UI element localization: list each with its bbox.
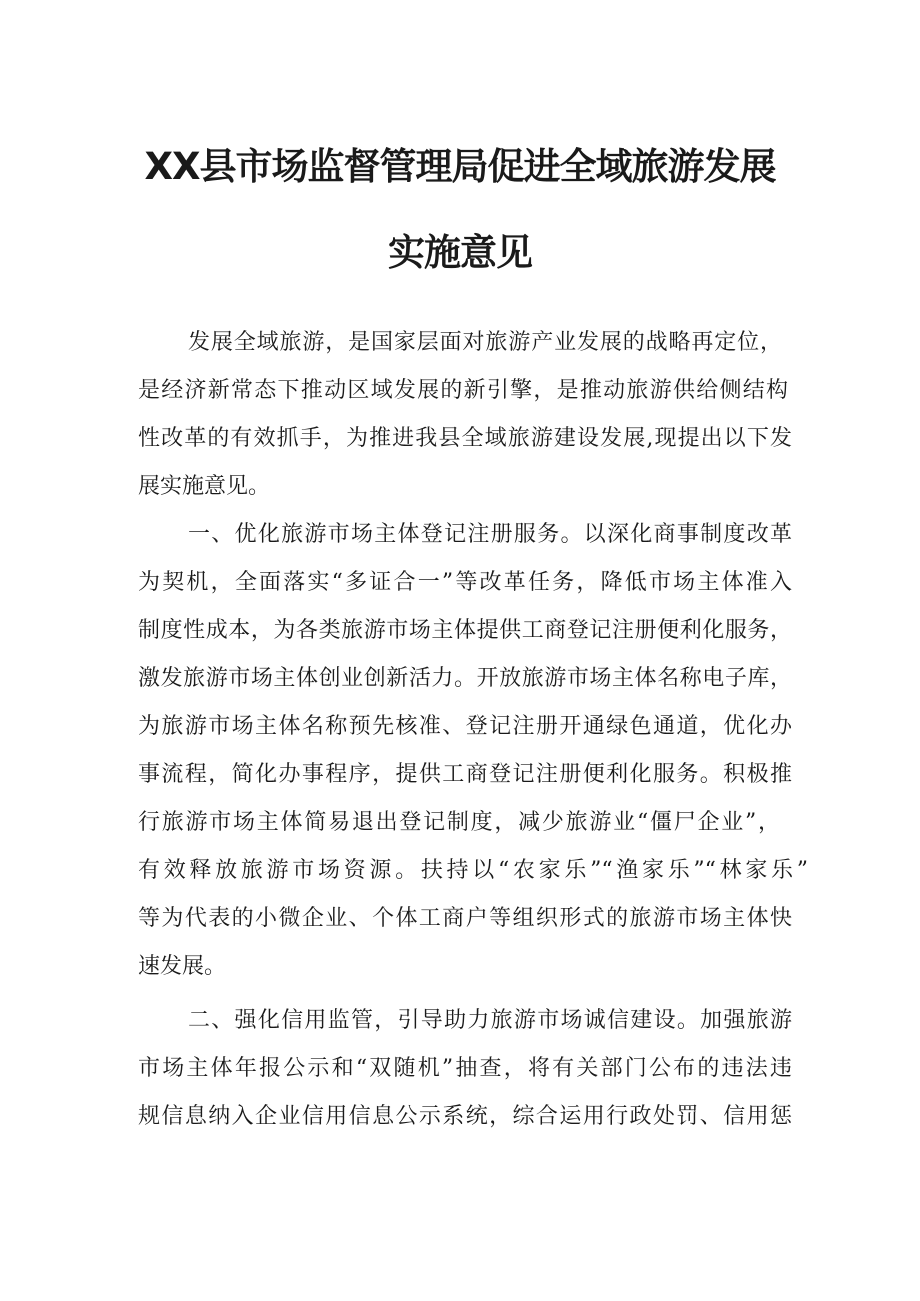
paragraph-2-line-6: 事流程，简化办事程序，提供工商登记注册便利化服务。积极推 — [138, 762, 792, 787]
paragraph-1-line-2: 是经济新常态下推动区域发展的新引擎，是推动旅游供给侧结构 — [138, 378, 788, 403]
paragraph-2-line-5: 为旅游市场主体名称预先核准、登记注册开通绿色通道，优化办 — [138, 714, 792, 739]
paragraph-2-line-1: 一、优化旅游市场主体登记注册服务。以深化商事制度改革 — [188, 522, 792, 547]
paragraph-2-line-9: 等为代表的小微企业、个体工商户等组织形式的旅游市场主体快 — [138, 906, 792, 931]
document-title-line-2: 实施意见 — [388, 231, 532, 274]
paragraph-2-line-3: 制度性成本，为各类旅游市场主体提供工商登记注册便利化服务， — [138, 618, 792, 643]
paragraph-3-line-2: 市场主体年报公示和“双随机”抽查，将有关部门公布的违法违 — [138, 1056, 792, 1081]
paragraph-2-line-7: 行旅游市场主体简易退出登记制度，减少旅游业“僵尸企业”， — [138, 810, 780, 835]
paragraph-2-line-2: 为契机，全面落实“多证合一”等改革任务，降低市场主体准入 — [138, 570, 792, 595]
paragraph-2-line-4: 激发旅游市场主体创业创新活力。开放旅游市场主体名称电子库， — [138, 666, 792, 691]
paragraph-1-line-4: 展实施意见。 — [138, 474, 271, 499]
paragraph-2-line-8: 有效释放旅游市场资源。扶持以“农家乐”“渔家乐”“林家乐” — [138, 858, 808, 883]
paragraph-1-line-1: 发展全域旅游，是国家层面对旅游产业发展的战略再定位， — [188, 330, 782, 355]
document-title-line-1: XX县市场监督管理局促进全域旅游发展 — [144, 145, 776, 188]
paragraph-1-line-3: 性改革的有效抓手，为推进我县全域旅游建设发展,现提出以下发 — [138, 426, 792, 451]
paragraph-3-line-1: 二、强化信用监管，引导助力旅游市场诚信建设。加强旅游 — [188, 1008, 792, 1033]
paragraph-2-line-10: 速发展。 — [138, 954, 227, 979]
paragraph-3-line-3: 规信息纳入企业信用信息公示系统，综合运用行政处罚、信用惩 — [138, 1104, 792, 1129]
